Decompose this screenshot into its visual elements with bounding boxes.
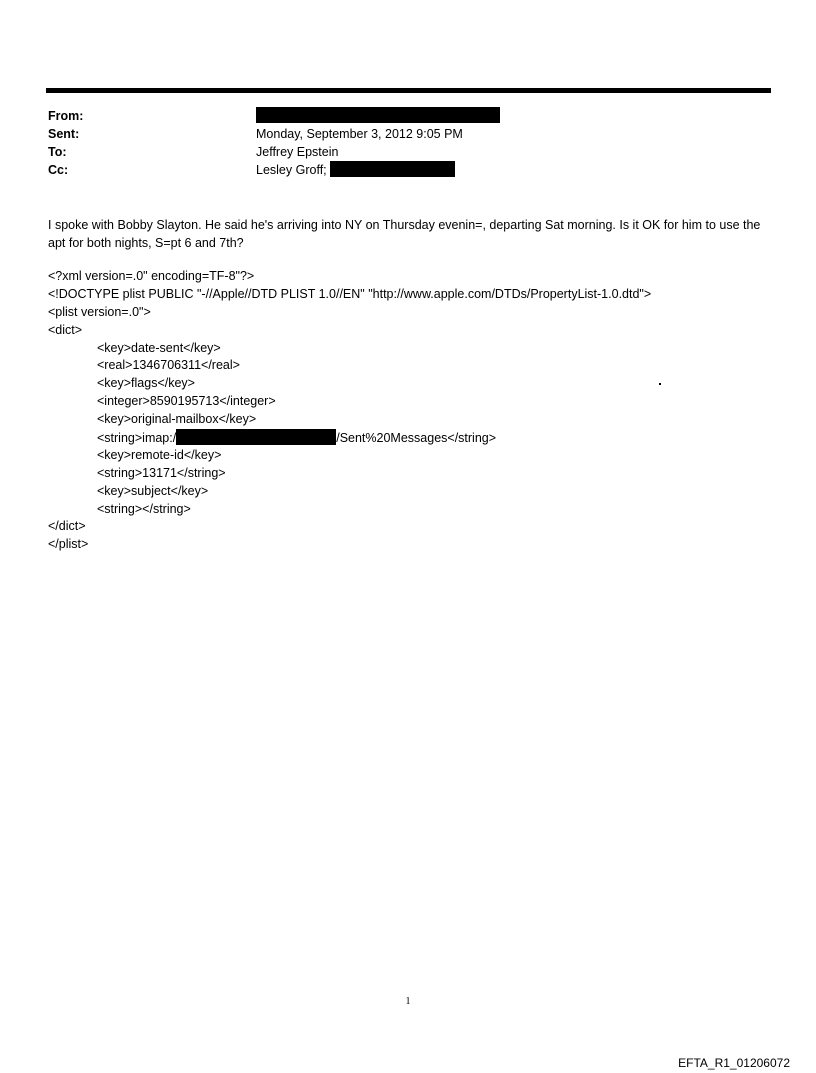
redaction-box — [256, 107, 500, 123]
xml-declaration: <?xml version=.0" encoding=TF-8"?> — [48, 269, 255, 283]
plist-block — [48, 268, 651, 554]
plist-entry: <key>remote-id</key> — [97, 447, 222, 462]
cc-label: Cc: — [48, 163, 69, 177]
to-label: To: — [48, 145, 67, 159]
plist-entry: <key>original-mailbox</key> — [97, 412, 257, 427]
sent-label: Sent: — [48, 127, 80, 141]
mailbox-prefix: <string>imap:/ — [97, 431, 177, 446]
page-number: 1 — [405, 996, 411, 1007]
header-divider — [46, 88, 771, 93]
cc-name: Lesley Groff; — [256, 163, 327, 177]
plist-entry: <real>1346706311</real> — [97, 358, 240, 373]
mailbox-entry — [48, 429, 651, 447]
plist-entry: <string>13171</string> — [97, 465, 226, 480]
mailbox-suffix: /Sent%20Messages</string> — [336, 431, 497, 446]
to-value: Jeffrey Epstein — [256, 145, 339, 159]
plist-entry: <key>date-sent</key> — [97, 340, 221, 355]
bates-number: EFTA_R1_01206072 — [678, 1056, 790, 1070]
plist-close-tag: </plist> — [48, 537, 89, 552]
redaction-box — [330, 161, 455, 177]
plist-entry: <key>flags</key> — [97, 376, 195, 391]
plist-entry: <string></string> — [97, 501, 191, 516]
sent-value: Monday, September 3, 2012 9:05 PM — [256, 127, 463, 141]
email-body: I spoke with Bobby Slayton. He said he's arriving into NY on Thursday evenin=, departing Sat morning. Is it OK for him to use the apt for both nights, S=pt 6 and 7th? — [48, 218, 761, 250]
stray-dot — [659, 383, 661, 385]
from-value — [256, 107, 500, 125]
doctype-line: <!DOCTYPE plist PUBLIC "-//Apple//DTD PLIST 1.0//EN" "http://www.apple.com/DTDs/PropertyList-1.0.dtd"> — [48, 286, 652, 301]
dict-close-tag: </dict> — [48, 519, 86, 534]
redaction-box — [176, 429, 336, 445]
plist-entry: <key>subject</key> — [97, 483, 209, 498]
from-label: From: — [48, 109, 84, 123]
cc-value — [256, 161, 455, 179]
plist-entry: <integer>8590195713</integer> — [97, 394, 276, 409]
plist-open-tag: <plist version=.0"> — [48, 304, 151, 319]
dict-open-tag: <dict> — [48, 322, 83, 337]
